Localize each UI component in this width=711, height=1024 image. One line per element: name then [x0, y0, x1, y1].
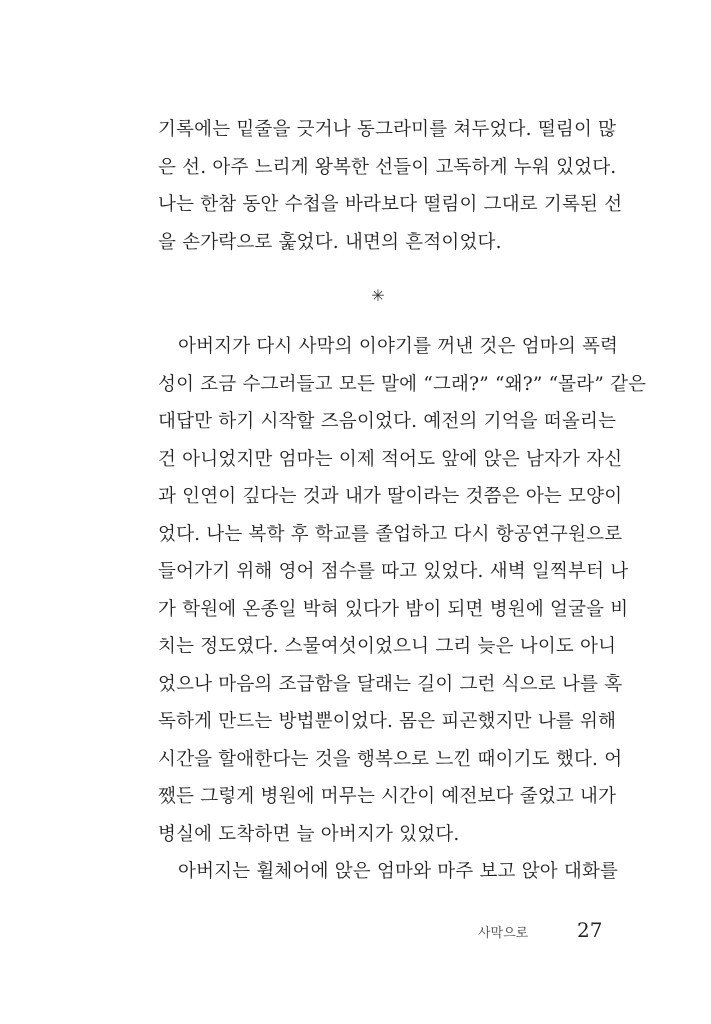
text-line: 었으나 마음의 조급함을 달래는 길이 그런 식으로 나를 혹	[158, 673, 623, 695]
paragraph-3-line: 아버지는 휠체어에 앉은 엄마와 마주 보고 앉아 대화를	[178, 861, 619, 882]
text-line: 나는 한참 동안 수첩을 바라보다 떨림이 그대로 기록된 선	[158, 194, 623, 215]
paragraph-2	[158, 328, 647, 891]
text-line: 대답만 하기 시작할 즈음이었다. 예전의 기억을 떠올리는	[158, 411, 617, 432]
text-line: 치는 정도였다. 스물여섯이었으니 그리 늦은 나이도 아니	[158, 636, 617, 657]
text-line: 은 선. 아주 느리게 왕복한 선들이 고독하게 누워 있었다.	[158, 156, 617, 178]
text-line: 건 아니었지만 엄마는 이제 적어도 앞에 앉은 남자가 자신	[158, 448, 623, 470]
text-line: 아버지가 다시 사막의 이야기를 꺼낸 것은 엄마의 폭력	[178, 336, 619, 357]
text-line: 가 학원에 온종일 박혀 있다가 밤이 되면 병원에 얼굴을 비	[158, 598, 629, 620]
text-line: 쨌든 그렇게 병원에 머무는 시간이 예전보다 줄었고 내가	[158, 786, 617, 807]
text-line: 병실에 도착하면 늘 아버지가 있었다.	[158, 823, 460, 845]
text-line: 과 인연이 깊다는 것과 내가 딸이라는 것쯤은 아는 모양이	[158, 486, 623, 507]
text-line: 기록에는 밑줄을 긋거나 동그라미를 쳐두었다. 떨림이 많	[158, 119, 617, 140]
text-line: 시간을 할애한다는 것을 행복으로 느낀 때이기도 했다. 어	[158, 748, 623, 770]
text-line: 독하게 만드는 방법뿐이었다. 몸은 피곤했지만 나를 위해	[158, 711, 617, 732]
text-line: 들어가기 위해 영어 점수를 따고 있었다. 새벽 일찍부터 나	[158, 561, 629, 582]
page-number: 27	[577, 918, 603, 942]
text-line: 성이 조금 수그러들고 모든 말에 “그래?” “왜?” “몰라” 같은	[158, 373, 647, 395]
text-line: 었다. 나는 복학 후 학교를 졸업하고 다시 항공연구원으로	[158, 523, 623, 545]
section-divider-asterisk-icon: ✳	[371, 286, 385, 305]
running-title: 사막으로	[478, 926, 529, 941]
text-line: 을 손가락으로 훑었다. 내면의 흔적이었다.	[158, 231, 502, 253]
paragraph-1	[158, 111, 623, 261]
